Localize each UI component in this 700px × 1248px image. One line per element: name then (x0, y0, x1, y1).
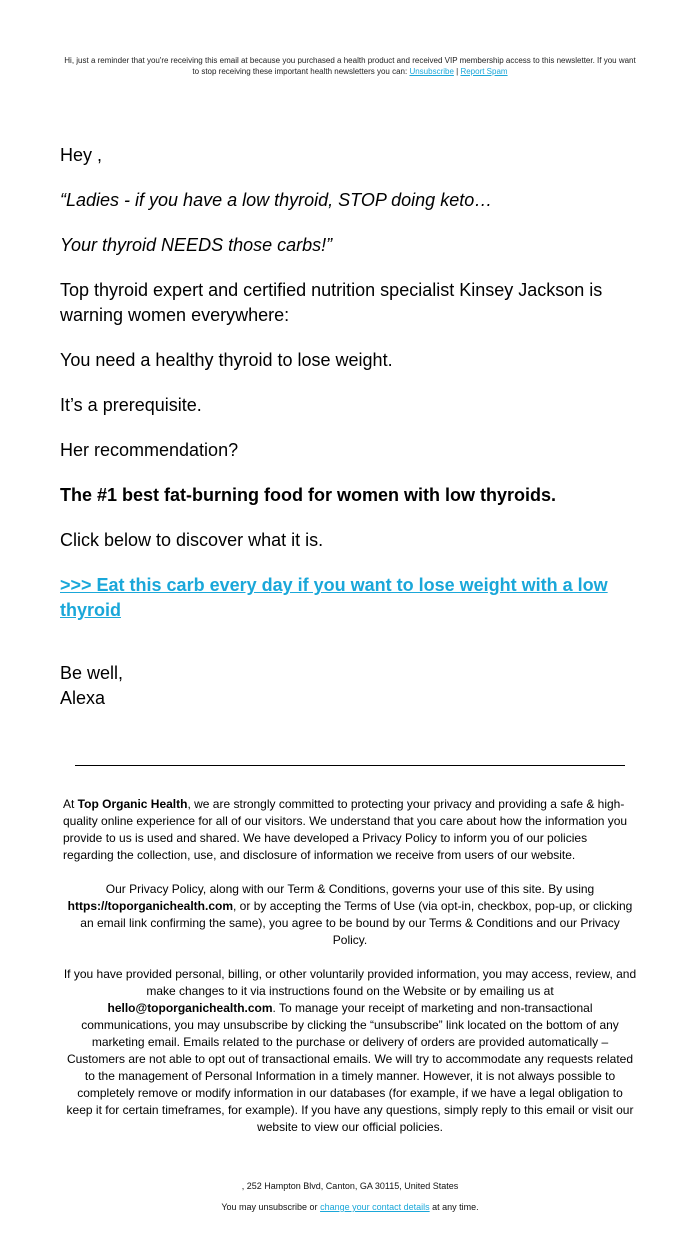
privacy-policy-paragraph (63, 881, 637, 949)
cta-link[interactable]: >>> Eat this carb every day if you want to lose weight with a low thyroid (60, 575, 608, 620)
expert-paragraph: Top thyroid expert and certified nutrition specialist Kinsey Jackson is warning women everywhere: (60, 280, 603, 325)
cta-paragraph (60, 573, 640, 623)
unsubscribe-link[interactable]: Unsubscribe (409, 67, 454, 76)
p2-prefix: Our Privacy Policy, along with our Term & Conditions, governs your use of this site. By using (105, 882, 595, 896)
website-url: https://toporganichealth.com (67, 899, 234, 913)
privacy-commitment-paragraph (63, 796, 637, 864)
unsub-suffix: at any time. (429, 1202, 479, 1212)
footer (60, 1180, 640, 1222)
bold-headline: The #1 best fat-burning food for women with low thyroids. (60, 485, 556, 505)
p1-rest: , we are strongly committed to protecting your privacy and providing a safe & high-quality online experience for all of our visitors. We understand that you care about how the information you provide to us is used and shared. We have developed a Privacy Policy to inform you of our policies regarding the collection, use, and disclosure of information we receive from users of our website. (63, 797, 628, 862)
footer-divider (75, 765, 625, 766)
legal-section (63, 796, 637, 1153)
prerequisite-paragraph: It’s a prerequisite. (60, 395, 202, 415)
click-below-paragraph: Click below to discover what it is. (60, 530, 324, 550)
brand-name: Top Organic Health (77, 797, 188, 811)
link-separator: | (453, 67, 461, 76)
footer-unsubscribe-line (60, 1201, 640, 1214)
quote-line-1: “Ladies - if you have a low thyroid, STOP doing keto… (60, 190, 493, 210)
report-spam-link[interactable]: Report Spam (460, 67, 508, 76)
email-body (60, 143, 640, 711)
personal-info-paragraph (63, 966, 637, 1136)
p2-rest: , or by accepting the Terms of Use (via opt-in, checkbox, pop-up, or clicking an email link confirming the same), you agree to be bound by our Terms & Conditions and our Privacy Policy. (80, 899, 633, 947)
p1-prefix: At (63, 797, 78, 811)
p3-prefix: If you have provided personal, billing, or other voluntarily provided information, you may access, review, and make changes to it via instructions found on the Website or by emailing us at (63, 967, 637, 998)
signature: Alexa (60, 688, 106, 708)
recommendation-paragraph: Her recommendation? (60, 440, 239, 460)
quote-line-2: Your thyroid NEEDS those carbs!” (60, 235, 333, 255)
greeting: Hey , (60, 145, 103, 165)
signoff: Be well, (60, 663, 124, 683)
change-contact-details-link[interactable]: change your contact details (320, 1202, 430, 1212)
footer-address: , 252 Hampton Blvd, Canton, GA 30115, United States (241, 1181, 459, 1191)
p3-rest: . To manage your receipt of marketing and non-transactional communications, you may unsubscribe by clicking the “unsubscribe” link located on the bottom of any marketing email. Emails related to the purchase or delivery of orders are provided automatically – Customers are not able to opt out of transactional emails. We will try to accommodate any requests related to the management of Personal Information in a timely manner. However, it is not always possible to completely remove or modify information in our databases (for example, if we have a legal obligation to keep it for certain timeframes, for example). If you have any questions, simply reply to this email or visit our website to view our official policies. (66, 1001, 634, 1134)
unsub-prefix: You may unsubscribe or (221, 1202, 321, 1212)
top-notice (60, 55, 640, 77)
contact-email: hello@toporganichealth.com (107, 1001, 273, 1015)
top-notice-text: Hi, just a reminder that you're receiving this email at because you purchased a health product and received VIP membership access to this newsletter. If you want to stop receiving these important health newsletters you can: (64, 56, 636, 76)
need-paragraph: You need a healthy thyroid to lose weight. (60, 350, 393, 370)
